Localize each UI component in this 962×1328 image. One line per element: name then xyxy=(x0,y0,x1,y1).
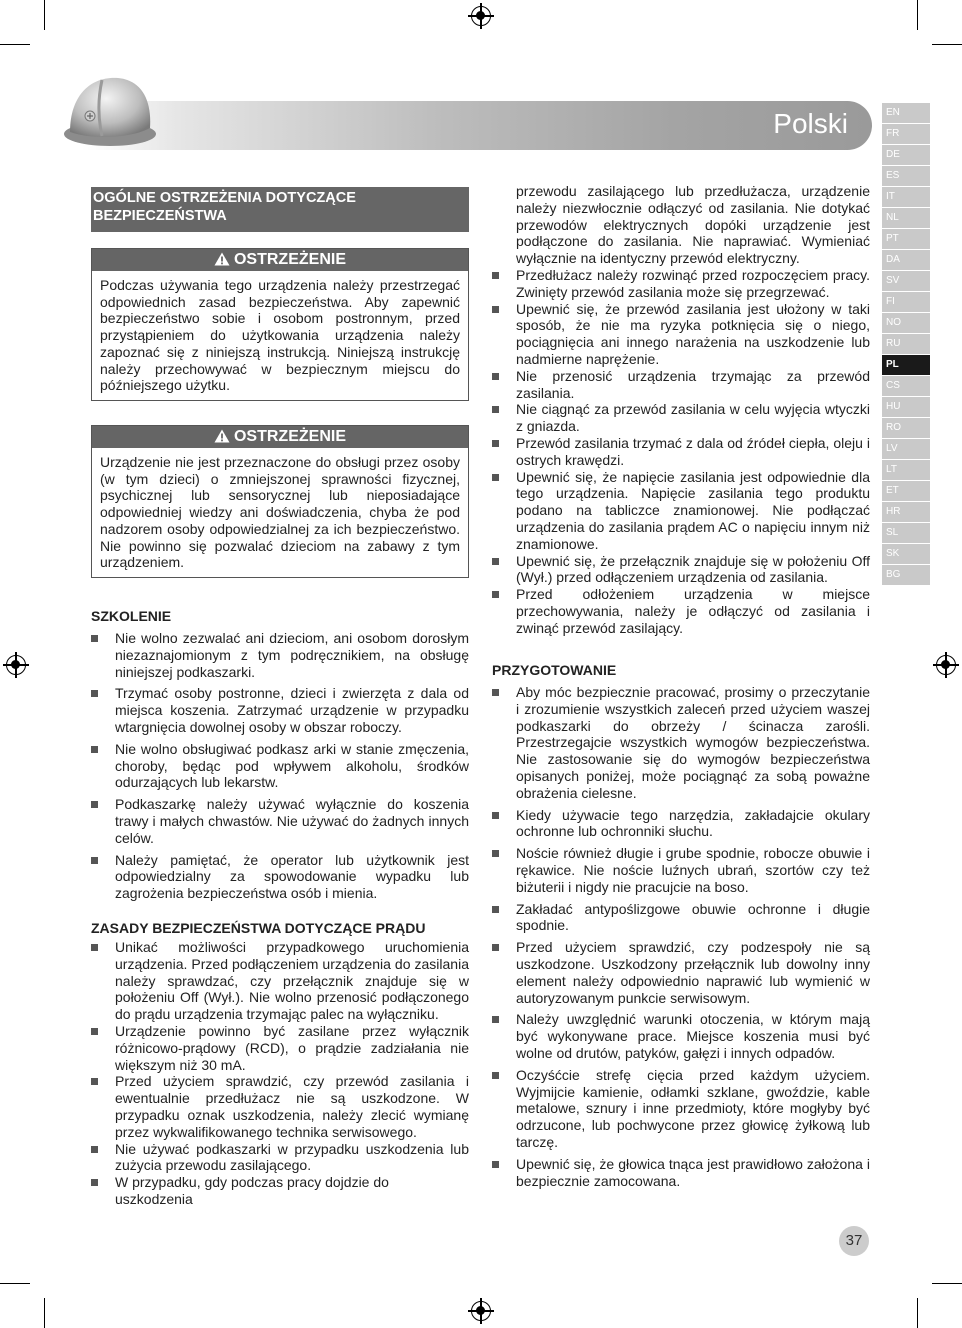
language-tab[interactable]: EN xyxy=(882,103,930,123)
language-tab[interactable]: SV xyxy=(882,271,930,291)
language-tab[interactable]: BG xyxy=(882,565,930,585)
list-item: Aby móc bezpiecznie pracować, prosimy o przeczytanie i zrozumienie wszystkich zaleceń przed użyciem waszej podkaszarki do obrzeży / ścinacza zarośli. Przestrzegajcie wszystkich wymogów bezpieczeństwa. Nie zastosowanie się do wymogów bezpieczeństwa opisanych poniżej, może pociągnąć za sobą poważne obrażenia cielesne. xyxy=(492,684,870,802)
crop-mark xyxy=(44,1298,45,1328)
list-item: Noście również długie i grube spodnie, robocze obuwie i rękawice. Nie noście luźnych ubrań, szortów czy też biżuterii i nigdy nie pracujcie na boso. xyxy=(492,845,870,895)
language-tab[interactable]: SK xyxy=(882,544,930,564)
language-tab[interactable]: ET xyxy=(882,481,930,501)
language-tab[interactable]: CS xyxy=(882,376,930,396)
warning-triangle-icon xyxy=(214,429,230,443)
language-tab[interactable]: DE xyxy=(882,145,930,165)
crop-mark xyxy=(917,0,918,30)
warning-box xyxy=(91,425,469,578)
list-item: Urządzenie powinno być zasilane przez wyłącznik różnicowo-prądowy (RCD), o prądzie zadziałania nie większym niż 30 mA. xyxy=(91,1023,469,1073)
list-item: Nie przenosić urządzenia trzymając za przewód zasilania. xyxy=(492,368,870,402)
language-tab[interactable]: PT xyxy=(882,229,930,249)
electrical-list xyxy=(91,939,469,1208)
list-item: Upewnić się, że przewód zasilania jest ułożony w taki sposób, że nie ma ryzyka potknięcia się o niego, pociągnięcia ani innego narażenia na uszkodzenie lub nadmierne naprężenie. xyxy=(492,301,870,368)
section-heading-electrical: ZASADY BEZPIECZEŃSTWA DOTYCZĄCE PRĄDU xyxy=(91,920,426,936)
language-tab[interactable]: HU xyxy=(882,397,930,417)
safety-helmet-icon xyxy=(62,72,158,154)
registration-mark-icon xyxy=(936,655,956,675)
crop-mark xyxy=(44,0,45,30)
list-item: Upewnić się, że głowica tnąca jest prawidłowo założona i bezpiecznie zamocowana. xyxy=(492,1156,870,1190)
section-heading-training: SZKOLENIE xyxy=(91,608,172,624)
warning-header xyxy=(92,426,468,448)
list-item: Upewnić się, że napięcie zasilania jest odpowiednie dla tego urządzenia. Napięcie zasilania tego produktu podano na tabliczce znamionowej. Nie podłączać urządzenia do zasilania prądem AC o napięciu innym niż znamionowe. xyxy=(492,469,870,553)
crop-mark xyxy=(932,1283,962,1284)
list-item: Przewód zasilania trzymać z dala od źródeł ciepła, oleju i ostrych krawędzi. xyxy=(492,435,870,469)
crop-mark xyxy=(917,1298,918,1328)
warning-text: Urządzenie nie jest przeznaczone do obsługi przez osoby (w tym dzieci) o zmniejszonej sprawności fizycznej, psychicznej lub sensorycznej lub nieposiadające odpowiedniej wiedzy ani doświadczenia, chyba że pod nadzorem osoby odpowiedzialnej za ich bezpieczeństwo. Nie powinno się pozwalać dzieciom na zabawy z tym urządzeniem. xyxy=(100,454,460,571)
language-tab[interactable]: RO xyxy=(882,418,930,438)
language-tab[interactable]: DA xyxy=(882,250,930,270)
language-tab[interactable]: LV xyxy=(882,439,930,459)
list-item: Unikać możliwości przypadkowego uruchomienia urządzenia. Przed podłączeniem urządzenia do zasilania należy sprawdzać, czy przełącznik znajduje się w położeniu Off (Wył.). Nie wolno przenosić podłączonego do prądu urządzenia trzymając palec na wyłączniku. xyxy=(91,939,469,1023)
language-tab[interactable]: NO xyxy=(882,313,930,333)
section-heading-preparation: PRZYGOTOWANIE xyxy=(492,662,617,678)
list-item: Podkaszarkę należy używać wyłącznie do koszenia trawy i małych chwastów. Nie używać do żadnych innych celów. xyxy=(91,796,469,846)
language-tab[interactable]: HR xyxy=(882,502,930,522)
list-item: Nie wolno obsługiwać podkasz arki w stanie zmęczenia, choroby, będąc pod wpływem alkoholu, środków odurzających lub lekarstw. xyxy=(91,741,469,791)
crop-mark xyxy=(0,44,30,45)
registration-mark-icon xyxy=(471,6,491,26)
language-tab[interactable]: NL xyxy=(882,208,930,228)
list-item: Należy pamiętać, że operator lub użytkownik jest odpowiedzialny za spowodowanie wypadku lub zagrożenia bezpieczeństwa osób i mienia. xyxy=(91,852,469,902)
warning-header xyxy=(92,249,468,271)
language-tab[interactable]: RU xyxy=(882,334,930,354)
page-number: 37 xyxy=(839,1226,869,1256)
list-item: Przed odłożeniem urządzenia w miejsce przechowywania, należy je odłączyć od zasilania i zwinąć przewód zasilający. xyxy=(492,586,870,636)
warning-title: OSTRZEŻENIE xyxy=(233,251,346,268)
list-item: Upewnić się, że przełącznik znajduje się w położeniu Off (Wył.) przed odłączeniem urządzenia od zasilania. xyxy=(492,553,870,587)
warning-triangle-icon xyxy=(214,252,230,266)
electrical-list-continued xyxy=(492,183,870,637)
list-item: Nie używać podkaszarki w przypadku uszkodzenia lub zużycia przewodu zasilającego. xyxy=(91,1141,469,1175)
preparation-list xyxy=(492,684,870,1189)
language-tab[interactable]: FR xyxy=(882,124,930,144)
list-item: Przed użyciem sprawdzić, czy przewód zasilania i ewentualnie przedłużacz nie są uszkodzone. W przypadku oznak uszkodzenia, należy zlecić wymianę przez wykwalifikowanego technika serwisowego. xyxy=(91,1073,469,1140)
language-tab[interactable]: ES xyxy=(882,166,930,186)
warning-box xyxy=(91,248,469,401)
warning-text: Podczas używania tego urządzenia należy przestrzegać odpowiednich zasad bezpieczeństwa. Aby zapewnić bezpieczeństwo sobie i osobom postronnym, przed przystąpieniem do użytkowania urządzenia należy zapoznać się z niniejszą instrukcją. Niniejszą instrukcję należy przechowywać w bezpiecznym miejscu do późniejszego użytku. xyxy=(100,277,460,394)
training-list xyxy=(91,630,469,902)
list-item: Nie wolno zezwalać ani dzieciom, ani osobom dorosłym niezaznajomionym z tym podręcznikiem, na obsługę niniejszej podkaszarki. xyxy=(91,630,469,680)
language-tab[interactable]: SL xyxy=(882,523,930,543)
list-item: Oczyśćcie strefę cięcia przed każdym użyciem. Wyjmijcie kamienie, odłamki szklane, gwoździe, kable metalowe, sznury i inne przedmioty, które mogłyby być odrzucone, lub pochwycone przez głowicę żyłkową lub tarczę. xyxy=(492,1067,870,1151)
list-item: Nie ciągnąć za przewód zasilania w celu wyjęcia wtyczki z gniazda. xyxy=(492,401,870,435)
main-heading: OGÓLNE OSTRZEŻENIA DOTYCZĄCE BEZPIECZEŃSTWA xyxy=(91,187,469,232)
language-tab[interactable]: IT xyxy=(882,187,930,207)
page-title: Polski xyxy=(773,108,848,139)
crop-mark xyxy=(932,44,962,45)
registration-mark-icon xyxy=(6,655,26,675)
crop-mark xyxy=(0,1283,30,1284)
registration-mark-icon xyxy=(471,1301,491,1321)
list-item: W przypadku, gdy podczas pracy dojdzie do uszkodzenia xyxy=(91,1174,469,1208)
list-item: Kiedy używacie tego narzędzia, zakładajcie okulary ochronne lub ochronniki słuchu. xyxy=(492,807,870,841)
language-tab-active[interactable]: PL xyxy=(882,355,930,375)
list-item: Trzymać osoby postronne, dzieci i zwierzęta z dala od miejsca koszenia. Zatrzymać urządzenie w przypadku wtargnięcia dowolnej osoby w obszar roboczy. xyxy=(91,685,469,735)
language-tab[interactable]: FI xyxy=(882,292,930,312)
list-item: przewodu zasilającego lub przedłużacza, urządzenie należy niezwłocznie odłączyć od zasilania. Nie dotykać przewodów elektrycznych dopóki urządzenie jest podłączone do zasilania. Nie naprawiać. Wymieniać wyłącznie na identyczny przewód elektryczny. xyxy=(516,183,870,267)
header-banner xyxy=(82,101,872,150)
list-item: Przed użyciem sprawdzić, czy podzespoły nie są uszkodzone. Uszkodzony przełącznik lub dowolny inny element należy odpowiednio naprawić lub wymienić w autoryzowanym punkcie serwisowym. xyxy=(492,939,870,1006)
warning-title: OSTRZEŻENIE xyxy=(233,428,346,445)
language-tab[interactable]: LT xyxy=(882,460,930,480)
list-item: Należy uwzględnić warunki otoczenia, w którym mają być wykonywane prace. Miejsce koszenia musi być wolne od drutów, patyków, gałęzi i innych odpadów. xyxy=(492,1011,870,1061)
list-item: Zakładać antypoślizgowe obuwie ochronne i długie spodnie. xyxy=(492,901,870,935)
list-item: Przedłużacz należy rozwinąć przed rozpoczęciem pracy. Zwinięty przewód zasilania może się przegrzewać. xyxy=(492,267,870,301)
